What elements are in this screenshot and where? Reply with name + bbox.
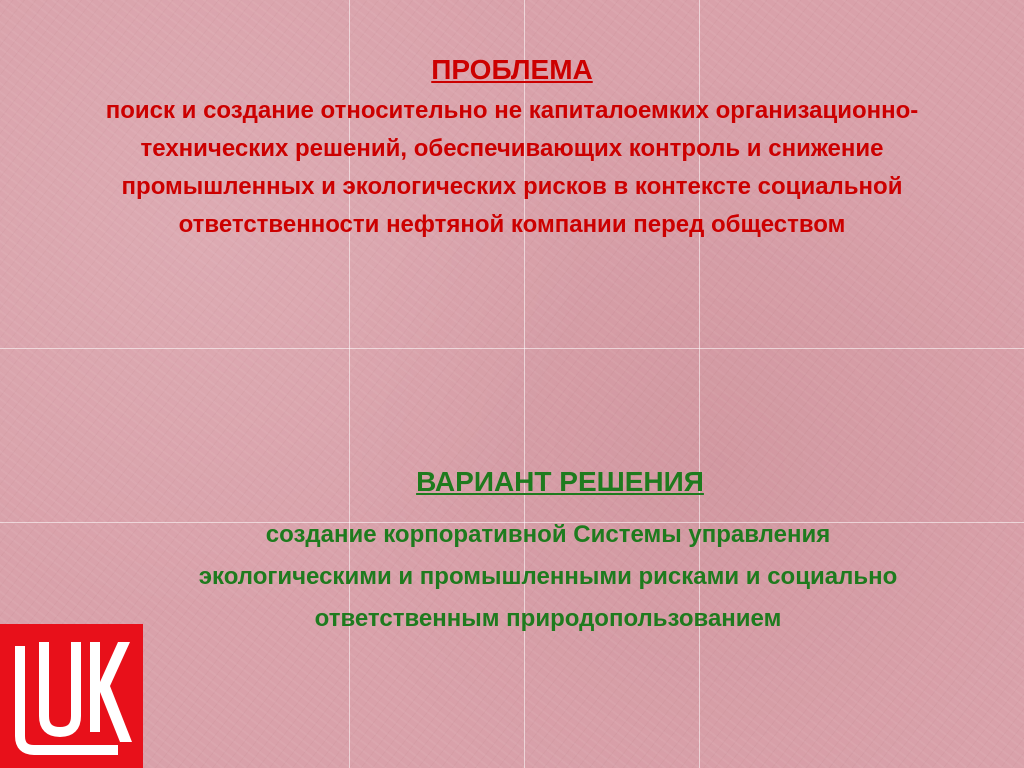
lukoil-logo <box>0 624 143 768</box>
problem-heading: ПРОБЛЕМА <box>431 54 593 85</box>
grid-line <box>0 348 1024 349</box>
problem-text: поиск и создание относительно не капиталоемких организационно-технических решений, обеспечивающих контроль и снижение промышленных и экологических рисков в контексте социальной ответственности нефтяной компании перед обществом <box>105 97 919 238</box>
solution-text: создание корпоративной Системы управления экологическими и промышленными рисками и социально ответственным природопользованием <box>198 521 898 632</box>
solution-heading: ВАРИАНТ РЕШЕНИЯ <box>416 466 704 497</box>
problem-section <box>0 52 1024 244</box>
solution-section <box>48 464 1024 640</box>
lukoil-logo-mark <box>0 624 143 768</box>
